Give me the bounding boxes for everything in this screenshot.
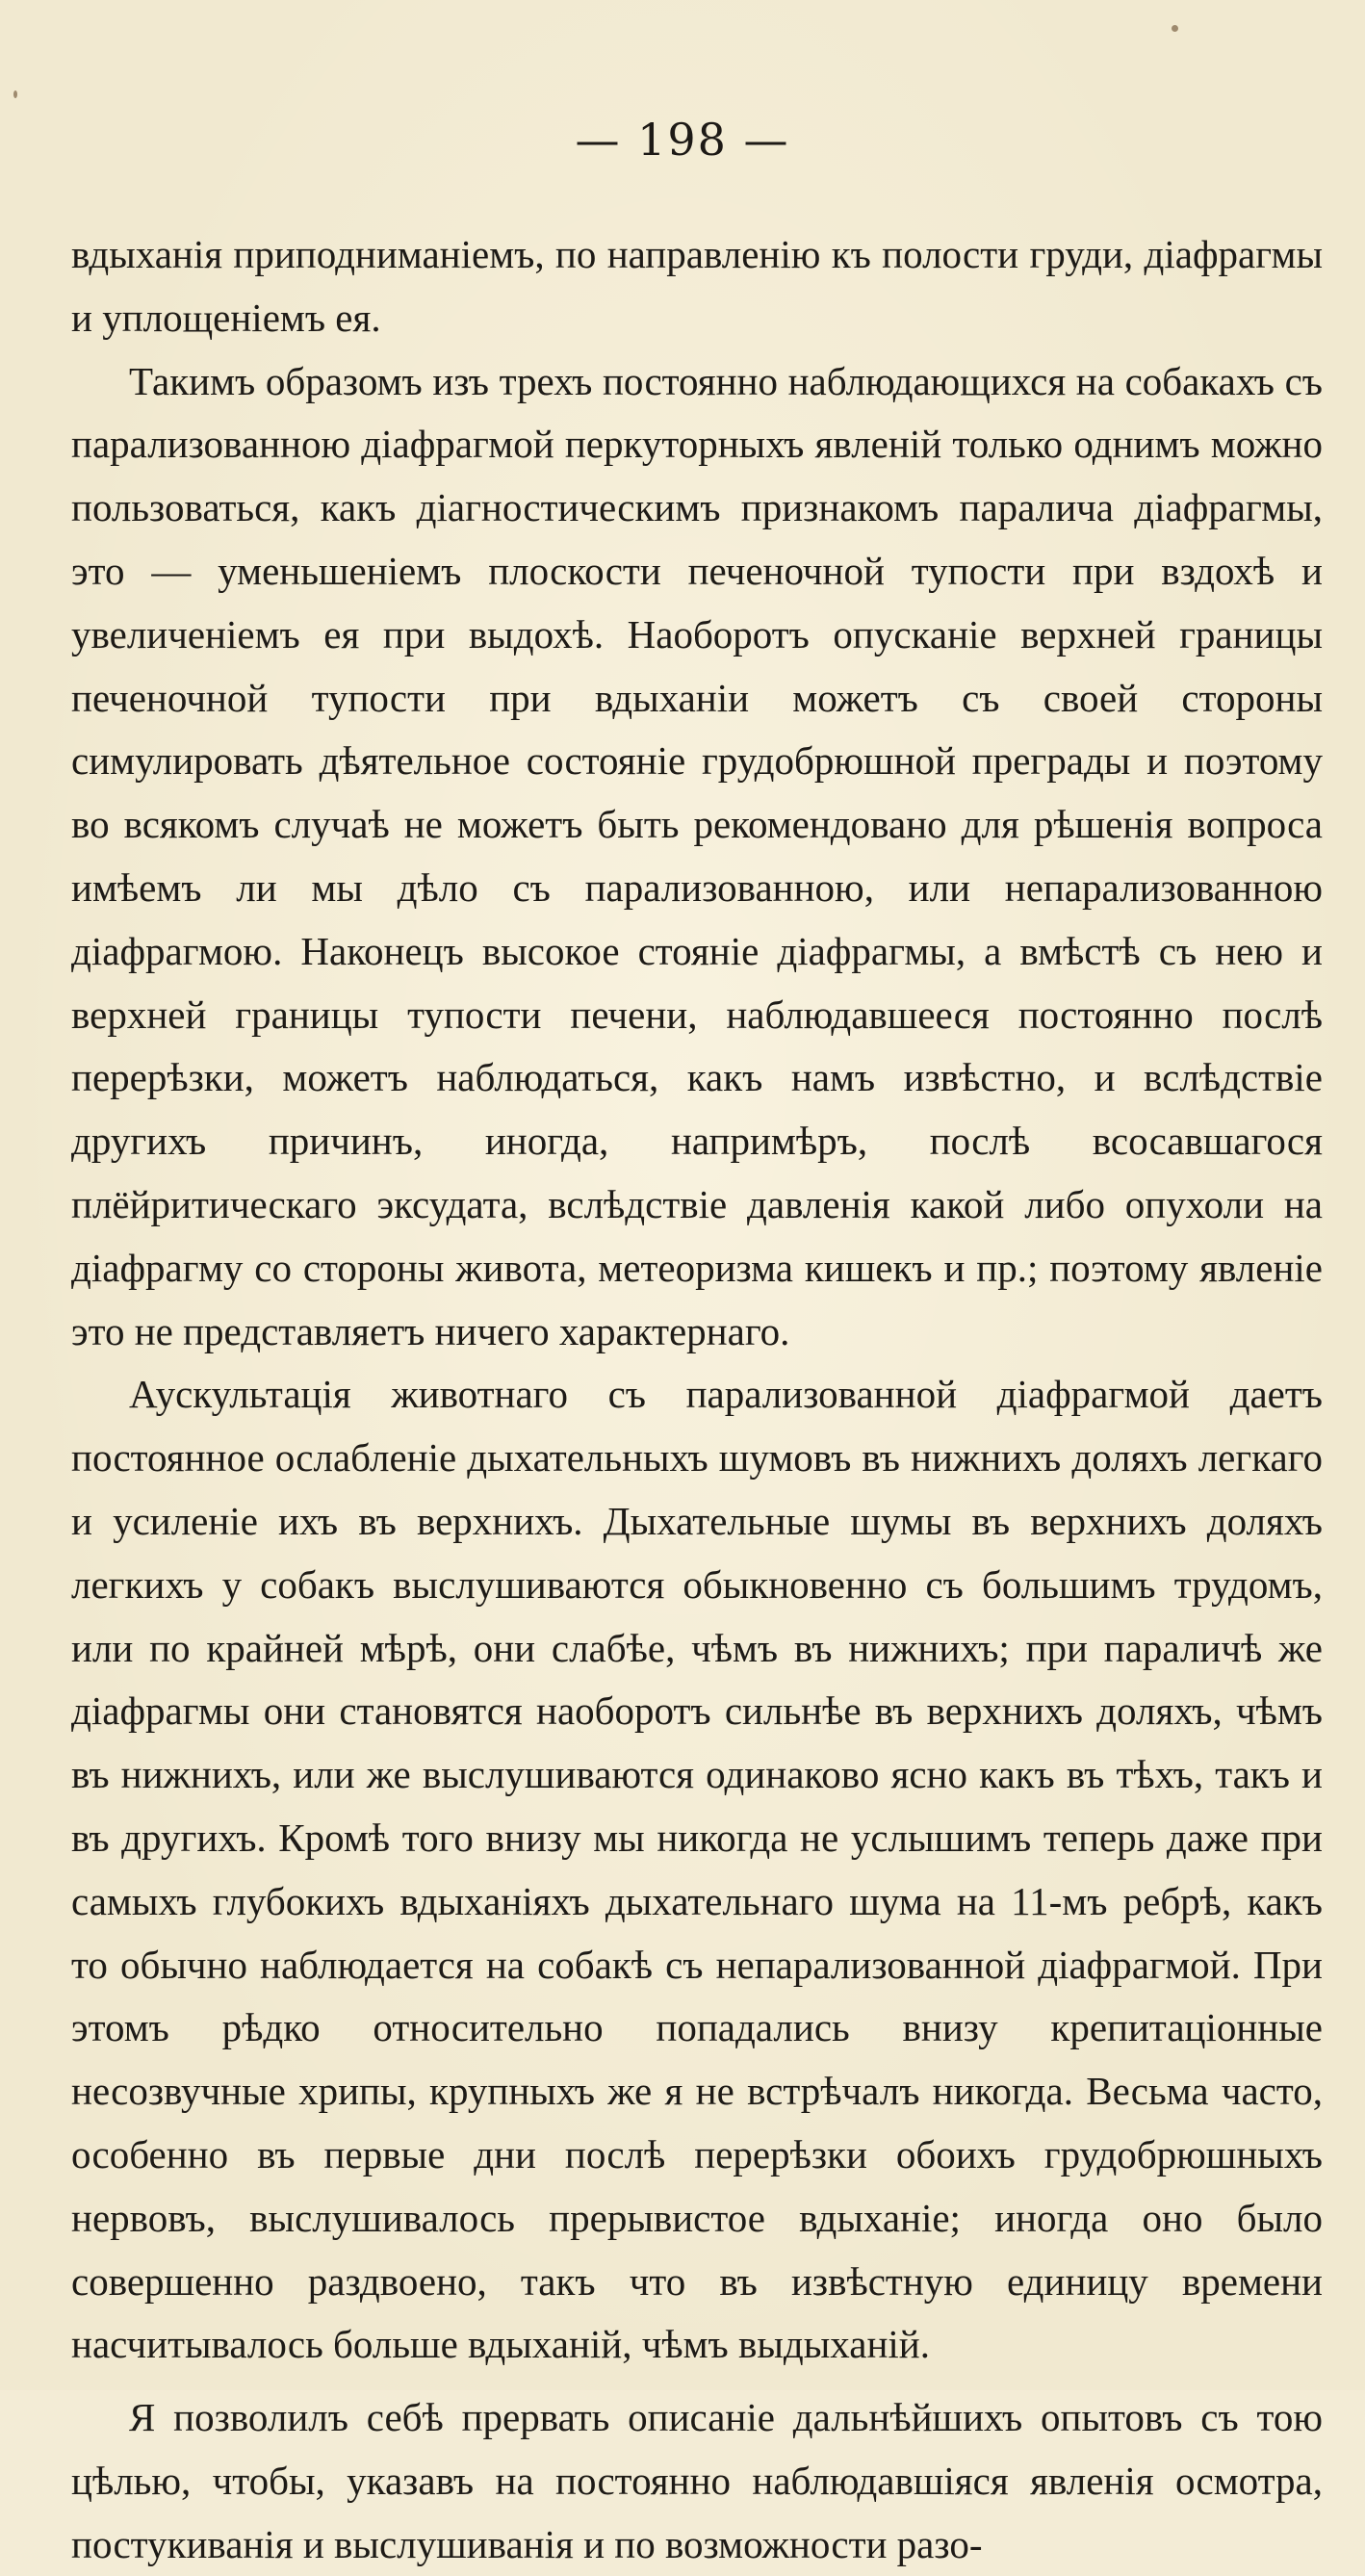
paragraph-percussion: Такимъ образомъ изъ трехъ постоянно наблюдающихся на собакахъ съ парализованною діафрагмой перкуторныхъ явленій только однимъ можно пользоваться, какъ діагностическимъ признакомъ паралича діафрагмы, это — уменьшеніемъ плоскости печеночной тупости при вздохѣ и увеличеніемъ ея при выдохѣ. Наоборотъ опусканіе верхней границы печеночной тупости при вдыханіи можетъ съ своей стороны симулировать дѣятельное состояніе грудобрюшной преграды и поэтому во всякомъ случаѣ не можетъ быть рекомендовано для рѣшенія вопроса имѣемъ ли мы дѣло съ парализованною, или непарализованною діафрагмою. Наконецъ высокое стояніе діафрагмы, а вмѣстѣ съ нею и верхней границы тупости печени, наблюдавшееся постоянно послѣ перерѣзки, можетъ наблюдаться, какъ намъ извѣстно, и вслѣдствіе другихъ причинъ, иногда, напримѣръ, послѣ всосавшагося плёйритическаго эксудата, вслѣдствіе давленія какой либо опухоли на діафрагму со стороны живота, метеоризма кишекъ и пр.; поэтому явленіе это не представляетъ ничего характернаго. (71, 358, 1323, 1353)
paragraph-conclusion: Я позволилъ себѣ прервать описаніе дальнѣйшихъ опытовъ съ тою цѣлью, чтобы, указавъ на постоянно наблюдавшіяся явленія осмотра, постукиванія и выслушиванія и по возможности разо- (71, 2395, 1323, 2566)
ink-spot (1172, 25, 1178, 32)
ink-spot (13, 90, 17, 98)
paragraph-auscultation: Аускультація животнаго съ парализованной діафрагмой даетъ постоянное ослабленіе дыхательныхъ шумовъ въ нижнихъ доляхъ легкаго и усиленіе ихъ въ верхнихъ. Дыхательные шумы въ верхнихъ доляхъ легкихъ у собакъ выслушиваются обыкновенно съ большимъ трудомъ, или по крайней мѣрѣ, они слабѣе, чѣмъ въ нижнихъ; при параличѣ же діафрагмы они становятся наоборотъ сильнѣе въ верхнихъ доляхъ, чѣмъ въ нижнихъ, или же выслушиваются одинаково ясно какъ въ тѣхъ, такъ и въ другихъ. Кромѣ того внизу мы никогда не услышимъ теперь даже при самыхъ глубокихъ вдыханіяхъ дыхательнаго шума на 11-мъ ребрѣ, какъ то обычно наблюдается на собакѣ съ непарализованной діафрагмой. При этомъ рѣдко относительно попадались внизу крепитаціонные несозвучные хрипы, крупныхъ же я не встрѣчалъ никогда. Весьма часто, особенно въ первые дни послѣ перерѣзки обоихъ грудобрюшныхъ нервовъ, выслушивалось прерывистое вдыханіе; иногда оно было совершенно раздвоено, такъ что въ извѣстную единицу времени насчитывалось больше вдыханій, чѣмъ выдыханій. (71, 1372, 1323, 2367)
body-text (71, 223, 1323, 2576)
paragraph-continuation: вдыханія приподниманіемъ, по направленію къ полости груди, діафрагмы и уплощеніемъ ея. (71, 232, 1323, 340)
page-number: — 198 — (575, 114, 790, 166)
